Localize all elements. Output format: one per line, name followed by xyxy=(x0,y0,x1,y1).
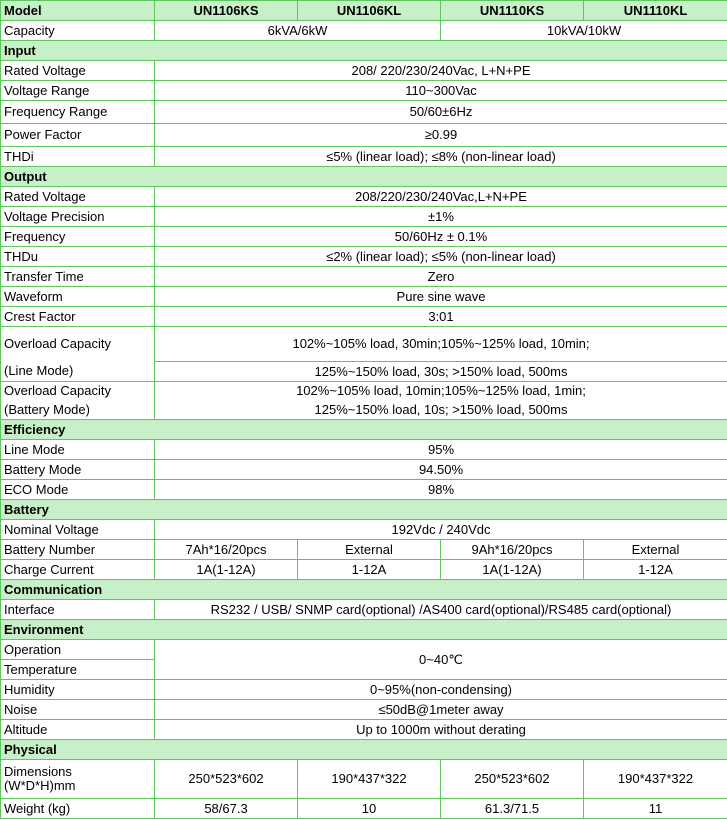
table-row xyxy=(1,207,727,227)
model-un1110ks: UN1110KS xyxy=(441,1,584,21)
weight-un1110kl: 11 xyxy=(584,799,727,819)
dimensions-un1106ks: 250*523*602 xyxy=(155,760,298,799)
row-label: Nominal Voltage xyxy=(1,520,155,540)
row-value: 0~40℃ xyxy=(155,640,727,680)
dimensions-row xyxy=(1,760,727,799)
row-label: Weight (kg) xyxy=(1,799,155,819)
capacity-6k: 6kVA/6kW xyxy=(155,21,441,41)
row-value: Up to 1000m without derating xyxy=(155,720,727,740)
row-value: ≤50dB@1meter away xyxy=(155,700,727,720)
table-row xyxy=(1,440,727,460)
label-line1: Overload Capacity xyxy=(1,382,154,400)
row-label: Altitude xyxy=(1,720,155,740)
row-label: Battery Number xyxy=(1,540,155,560)
table-row xyxy=(1,680,727,700)
battery-number-un1106ks: 7Ah*16/20pcs xyxy=(155,540,298,560)
row-value: Pure sine wave xyxy=(155,287,727,307)
table-row xyxy=(1,480,727,500)
row-value: ±1% xyxy=(155,207,727,227)
row-value: RS232 / USB/ SNMP card(optional) /AS400 card(optional)/RS485 card(optional) xyxy=(155,600,727,620)
section-title: Physical xyxy=(1,740,727,760)
row-label: Interface xyxy=(1,600,155,620)
label-line2: (W*D*H)mm xyxy=(4,778,75,793)
row-value: 50/60Hz ± 0.1% xyxy=(155,227,727,247)
header-row xyxy=(1,1,727,21)
table-row xyxy=(1,61,727,81)
overload-line-label xyxy=(1,327,155,382)
overload-battery-value xyxy=(155,382,727,420)
table-row xyxy=(1,600,727,620)
dimensions-label xyxy=(1,760,155,799)
operation-temperature-label xyxy=(1,640,155,680)
section-efficiency xyxy=(1,420,727,440)
row-label: Voltage Range xyxy=(1,81,155,101)
overload-battery-label xyxy=(1,382,155,420)
row-label: Battery Mode xyxy=(1,460,155,480)
charge-current-un1106ks: 1A(1-12A) xyxy=(155,560,298,580)
table-row xyxy=(1,460,727,480)
dimensions-un1110kl: 190*437*322 xyxy=(584,760,727,799)
table-row xyxy=(1,700,727,720)
row-label: Transfer Time xyxy=(1,267,155,287)
dimensions-un1110ks: 250*523*602 xyxy=(441,760,584,799)
table-row xyxy=(1,147,727,167)
row-label: Rated Voltage xyxy=(1,61,155,81)
table-row xyxy=(1,227,727,247)
label-line2: (Battery Mode) xyxy=(1,400,154,419)
row-value: 208/ 220/230/240Vac, L+N+PE xyxy=(155,61,727,81)
table-row xyxy=(1,101,727,124)
label-line2: Temperature xyxy=(1,659,154,679)
section-title: Input xyxy=(1,41,727,61)
label-line1: Overload Capacity xyxy=(1,327,154,361)
row-label: Line Mode xyxy=(1,440,155,460)
section-environment xyxy=(1,620,727,640)
row-label: ECO Mode xyxy=(1,480,155,500)
row-label: THDi xyxy=(1,147,155,167)
weight-un1106kl: 10 xyxy=(298,799,441,819)
model-un1110kl: UN1110KL xyxy=(584,1,727,21)
row-label: Rated Voltage xyxy=(1,187,155,207)
battery-number-un1106kl: External xyxy=(298,540,441,560)
battery-number-un1110kl: External xyxy=(584,540,727,560)
table-row xyxy=(1,247,727,267)
row-label: Voltage Precision xyxy=(1,207,155,227)
row-label: Crest Factor xyxy=(1,307,155,327)
model-un1106kl: UN1106KL xyxy=(298,1,441,21)
value-line1: 102%~105% load, 30min;105%~125% load, 10min; xyxy=(155,327,727,361)
section-output xyxy=(1,167,727,187)
row-label: Frequency xyxy=(1,227,155,247)
dimensions-un1106kl: 190*437*322 xyxy=(298,760,441,799)
weight-un1106ks: 58/67.3 xyxy=(155,799,298,819)
section-title: Battery xyxy=(1,500,727,520)
row-label: THDu xyxy=(1,247,155,267)
section-physical xyxy=(1,740,727,760)
row-label: Noise xyxy=(1,700,155,720)
section-input xyxy=(1,41,727,61)
table-row xyxy=(1,267,727,287)
row-value: 94.50% xyxy=(155,460,727,480)
row-label: Waveform xyxy=(1,287,155,307)
charge-current-un1110ks: 1A(1-12A) xyxy=(441,560,584,580)
row-value: 192Vdc / 240Vdc xyxy=(155,520,727,540)
row-value: 3:01 xyxy=(155,307,727,327)
table-row xyxy=(1,720,727,740)
row-label: Power Factor xyxy=(1,124,155,147)
table-row xyxy=(1,520,727,540)
row-value: 0~95%(non-condensing) xyxy=(155,680,727,700)
table-row xyxy=(1,124,727,147)
overload-line-row xyxy=(1,327,727,382)
row-value: 110~300Vac xyxy=(155,81,727,101)
row-label: Humidity xyxy=(1,680,155,700)
value-line2: 125%~150% load, 30s; >150% load, 500ms xyxy=(155,361,727,381)
charge-current-un1110kl: 1-12A xyxy=(584,560,727,580)
row-value: ≤5% (linear load); ≤8% (non-linear load) xyxy=(155,147,727,167)
capacity-10k: 10kVA/10kW xyxy=(441,21,727,41)
table-row xyxy=(1,799,727,819)
row-value: 50/60±6Hz xyxy=(155,101,727,124)
section-title: Environment xyxy=(1,620,727,640)
section-title: Efficiency xyxy=(1,420,727,440)
section-battery xyxy=(1,500,727,520)
value-line1: 102%~105% load, 10min;105%~125% load, 1min; xyxy=(155,382,727,400)
table-row xyxy=(1,307,727,327)
table-row xyxy=(1,287,727,307)
row-label: Frequency Range xyxy=(1,101,155,124)
table-row xyxy=(1,187,727,207)
table-row xyxy=(1,560,727,580)
section-title: Communication xyxy=(1,580,727,600)
row-value: ≤2% (linear load); ≤5% (non-linear load) xyxy=(155,247,727,267)
model-label: Model xyxy=(1,1,155,21)
label-line1: Operation xyxy=(1,640,154,659)
row-value: Zero xyxy=(155,267,727,287)
model-un1106ks: UN1106KS xyxy=(155,1,298,21)
label-line2: (Line Mode) xyxy=(1,361,154,380)
row-label: Charge Current xyxy=(1,560,155,580)
row-label: Capacity xyxy=(1,21,155,41)
overload-battery-row xyxy=(1,382,727,420)
operation-temperature-row xyxy=(1,640,727,680)
overload-line-value xyxy=(155,327,727,382)
table-row xyxy=(1,540,727,560)
charge-current-un1106kl: 1-12A xyxy=(298,560,441,580)
label-line1: Dimensions xyxy=(4,764,72,779)
capacity-row xyxy=(1,21,727,41)
row-value: 98% xyxy=(155,480,727,500)
section-title: Output xyxy=(1,167,727,187)
value-line2: 125%~150% load, 10s; >150% load, 500ms xyxy=(155,400,727,419)
section-communication xyxy=(1,580,727,600)
row-value: ≥0.99 xyxy=(155,124,727,147)
battery-number-un1110ks: 9Ah*16/20pcs xyxy=(441,540,584,560)
row-value: 95% xyxy=(155,440,727,460)
row-value: 208/220/230/240Vac,L+N+PE xyxy=(155,187,727,207)
weight-un1110ks: 61.3/71.5 xyxy=(441,799,584,819)
table-row xyxy=(1,81,727,101)
